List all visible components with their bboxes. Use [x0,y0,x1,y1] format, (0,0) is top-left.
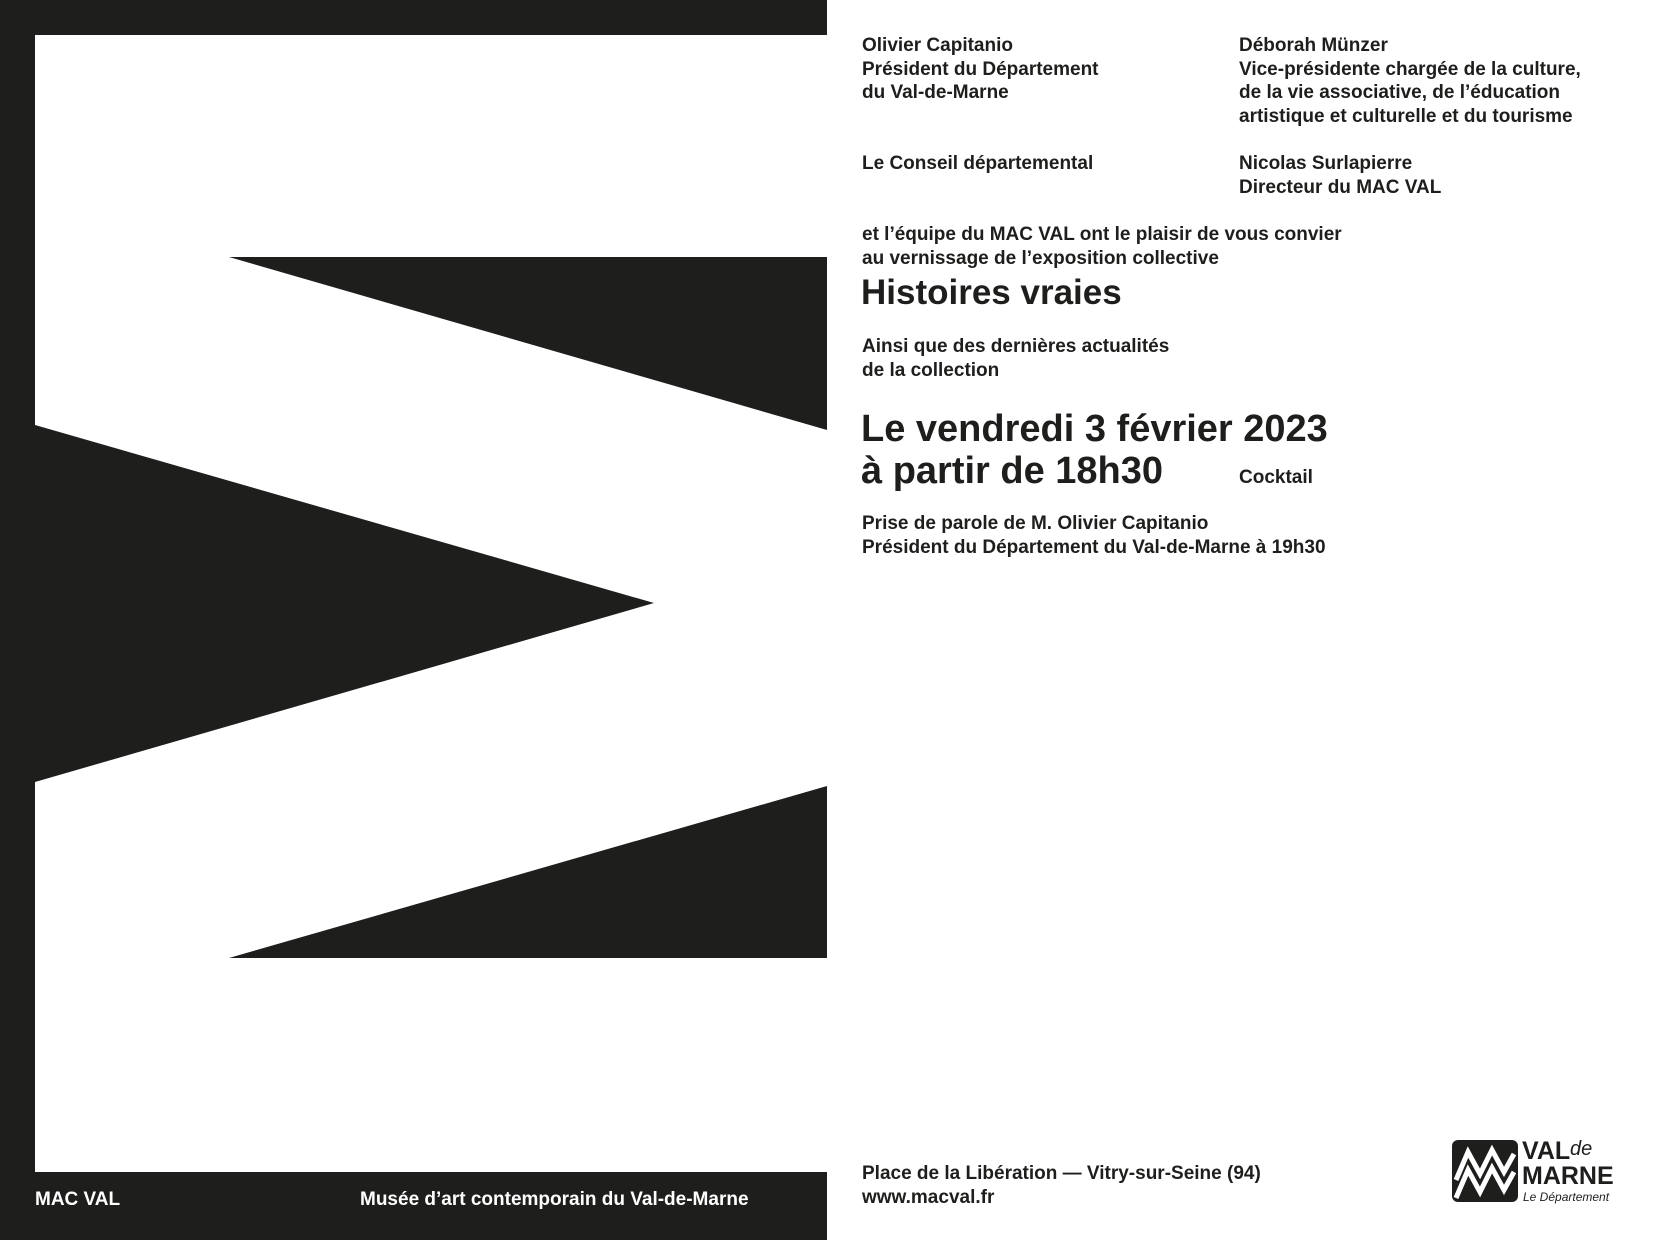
event-date: Le vendredi 3 février 2023 [861,408,1328,450]
host-role: de la vie associative, de l’éducation [1239,82,1561,103]
exhibition-subtitle [862,335,1169,382]
logo-word-marne: MARNE [1522,1162,1614,1190]
host-role: Vice-présidente chargée de la culture, [1239,58,1581,80]
invitation-text [862,223,1342,270]
host-role: Directeur du MAC VAL [1239,176,1442,198]
speech-line: Président du Département du Val-de-Marne à 19h30 [862,536,1326,558]
exhibition-title: Histoires vraies [861,273,1122,312]
host-munzer [1239,34,1581,128]
host-role: artistique et culturelle et du tourisme [1239,105,1573,127]
host-role: Président du Département [862,58,1099,80]
cocktail-label: Cocktail [1239,467,1313,488]
address-block [862,1162,1261,1209]
subtitle-line: Ainsi que des dernières actualités [862,336,1170,357]
speech-line: Prise de parole de M. Olivier Capitanio [862,513,1209,534]
logo-word-de: de [1570,1138,1593,1160]
logo-word-val: VAL [1522,1137,1571,1165]
event-time: à partir de 18h30 [861,450,1164,492]
invitation-line: au vernissage de l’exposition collective [862,247,1219,269]
host-conseil [862,152,1093,176]
address-line: Place de la Libération — Vitry-sur-Seine (94) [862,1163,1261,1184]
speech-info [862,512,1326,559]
subtitle-line: de la collection [862,359,1000,381]
host-name: Nicolas Surlapierre [1239,153,1413,174]
host-name: Olivier Capitanio [862,35,1013,56]
val-de-marne-logo [1452,1138,1622,1208]
invitation-line: et l’équipe du MAC VAL ont le plaisir de vous convier [862,224,1342,245]
host-name: Déborah Münzer [1239,35,1388,56]
host-name: Le Conseil départemental [862,153,1094,174]
museum-name: Musée d’art contemporain du Val-de-Marne [360,1189,749,1210]
logo-tagline: Le Département [1523,1190,1610,1204]
val-de-marne-emblem-icon [1452,1140,1518,1202]
website-link[interactable]: www.macval.fr [862,1186,995,1208]
host-surlapierre [1239,152,1441,199]
host-capitanio [862,34,1099,105]
mac-val-brand: MAC VAL [35,1189,121,1210]
host-role: du Val-de-Marne [862,82,1009,103]
